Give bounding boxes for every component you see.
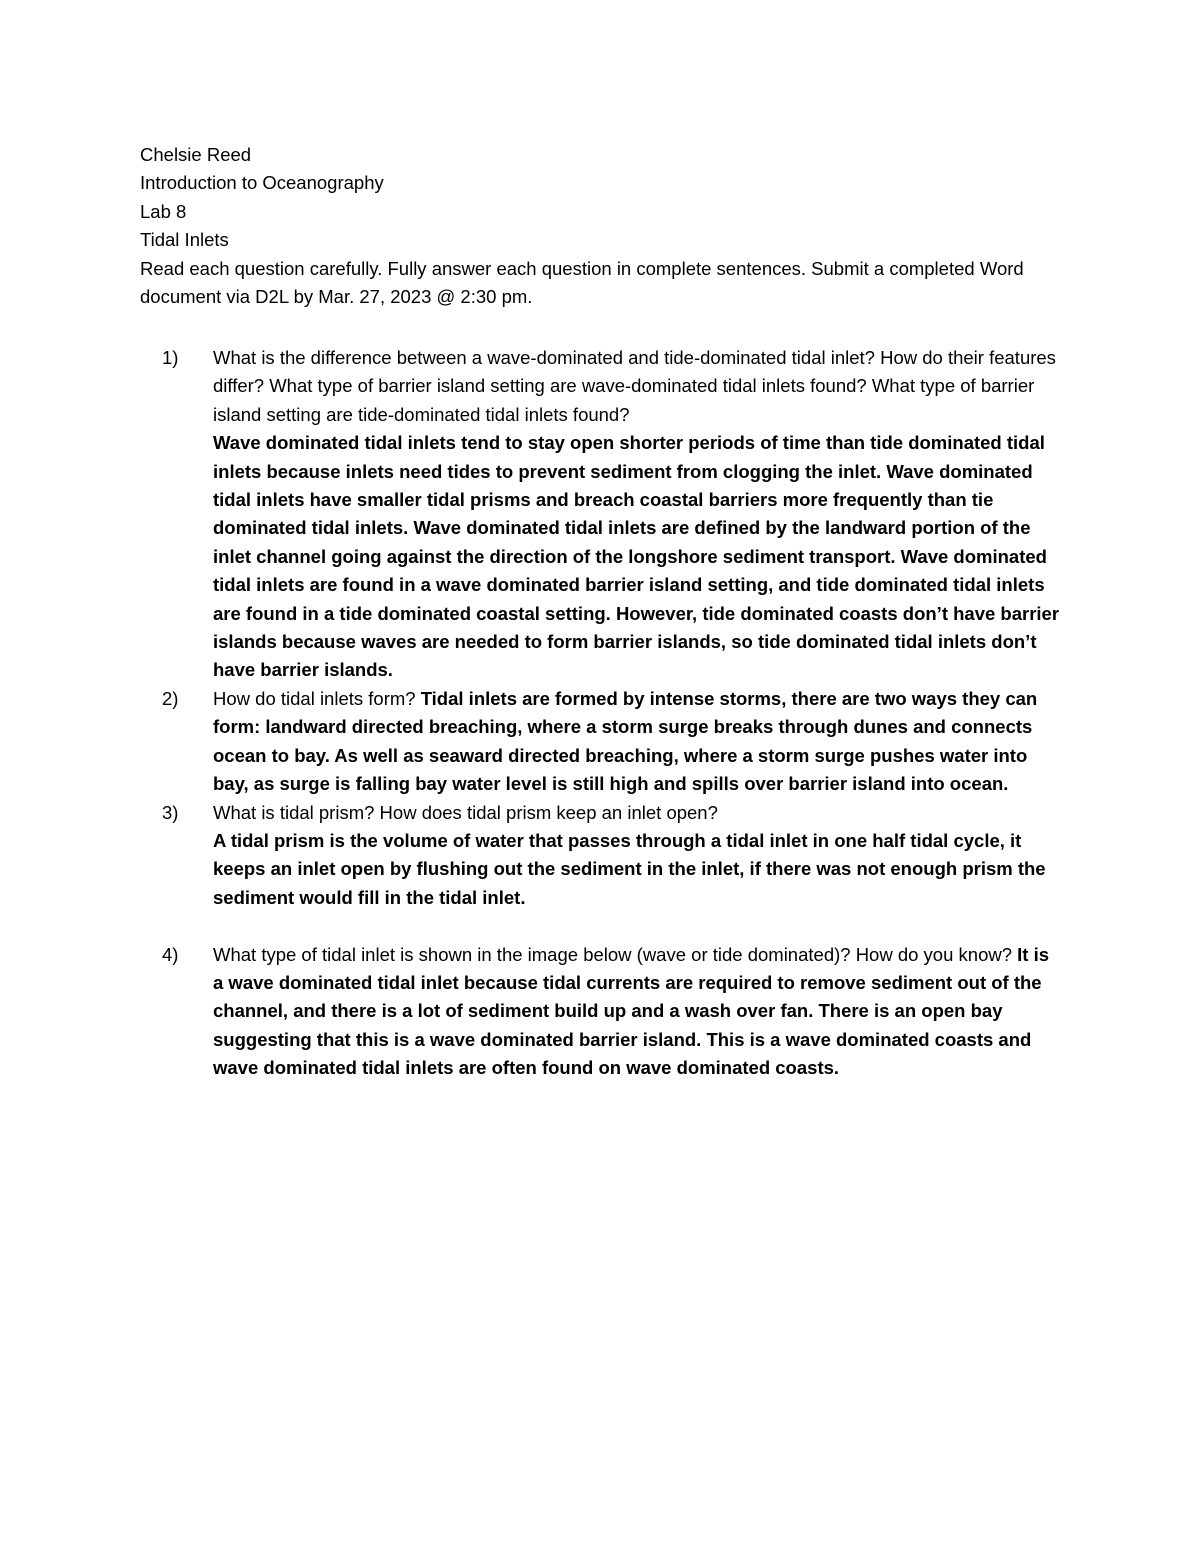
- question-number: 4): [162, 943, 179, 965]
- lab-topic: Tidal Inlets: [140, 229, 229, 251]
- student-name: Chelsie Reed: [140, 144, 252, 165]
- question-number: 3): [162, 801, 179, 823]
- question-item-1: [162, 344, 1062, 685]
- document-header: [140, 141, 1060, 311]
- question-text: How do tidal inlets form?: [213, 687, 416, 709]
- question-item-4: [162, 941, 1062, 1083]
- question-text: What type of tidal inlet is shown in the image below (wave or tide dominated)? How do you know?: [213, 943, 1013, 965]
- instructions: Read each question carefully. Fully answer each question in complete sentences. Submit a completed Word document via D2L by Mar. 27, 2023 @ 2:30 pm.: [140, 257, 1024, 308]
- question-text: What is tidal prism? How does tidal prism keep an inlet open?: [213, 801, 718, 823]
- question-list: [162, 344, 1062, 1083]
- question-text: What is the difference between a wave-dominated and tide-dominated tidal inlet? How do their features differ? What type of barrier island setting are wave-dominated tidal inlets found? What type of barrier island setting are tide-dominated tidal inlets found?: [213, 347, 1056, 425]
- question-number: 2): [162, 687, 179, 709]
- question-number: 1): [162, 347, 179, 368]
- answer-text: A tidal prism is the volume of water that passes through a tidal inlet in one half tidal cycle, it keeps an inlet open by flushing out the sediment in the inlet, if there was not enough prism the sediment would fill in the tidal inlet.: [213, 829, 1046, 908]
- question-item-3: [162, 799, 1062, 913]
- lab-number: Lab 8: [140, 200, 187, 222]
- answer-text: It is a wave dominated tidal inlet because tidal currents are required to remove sediment out of the channel, and there is a lot of sediment build up and a wash over fan. There is an open bay suggesting that this is a wave dominated barrier island. This is a wave dominated coasts and wave dominated tidal inlets are often found on wave dominated coasts.: [213, 943, 1050, 1079]
- question-item-2: [162, 685, 1062, 799]
- answer-text: Wave dominated tidal inlets tend to stay open shorter periods of time than tide dominated tidal inlets because inlets need tides to prevent sediment from clogging the inlet. Wave dominated tidal inlets have smaller tidal prisms and breach coastal barriers more frequently than tie dominated tidal inlets. Wave dominated tidal inlets are defined by the landward portion of the inlet channel going against the direction of the longshore sediment transport. Wave dominated tidal inlets are found in a wave dominated barrier island setting, and tide dominated tidal inlets are found in a tide dominated coastal setting. However, tide dominated coasts don’t have barrier islands because waves are needed to form barrier islands, so tide dominated tidal inlets don’t have barrier islands.: [213, 432, 1060, 681]
- course-title: Introduction to Oceanography: [140, 172, 384, 194]
- answer-text: Tidal inlets are formed by intense storms, there are two ways they can form: landward directed breaching, where a storm surge breaks through dunes and connects ocean to bay. As well as seaward directed breaching, where a storm surge pushes water into bay, as surge is falling bay water level is still high and spills over barrier island into ocean.: [213, 687, 1038, 795]
